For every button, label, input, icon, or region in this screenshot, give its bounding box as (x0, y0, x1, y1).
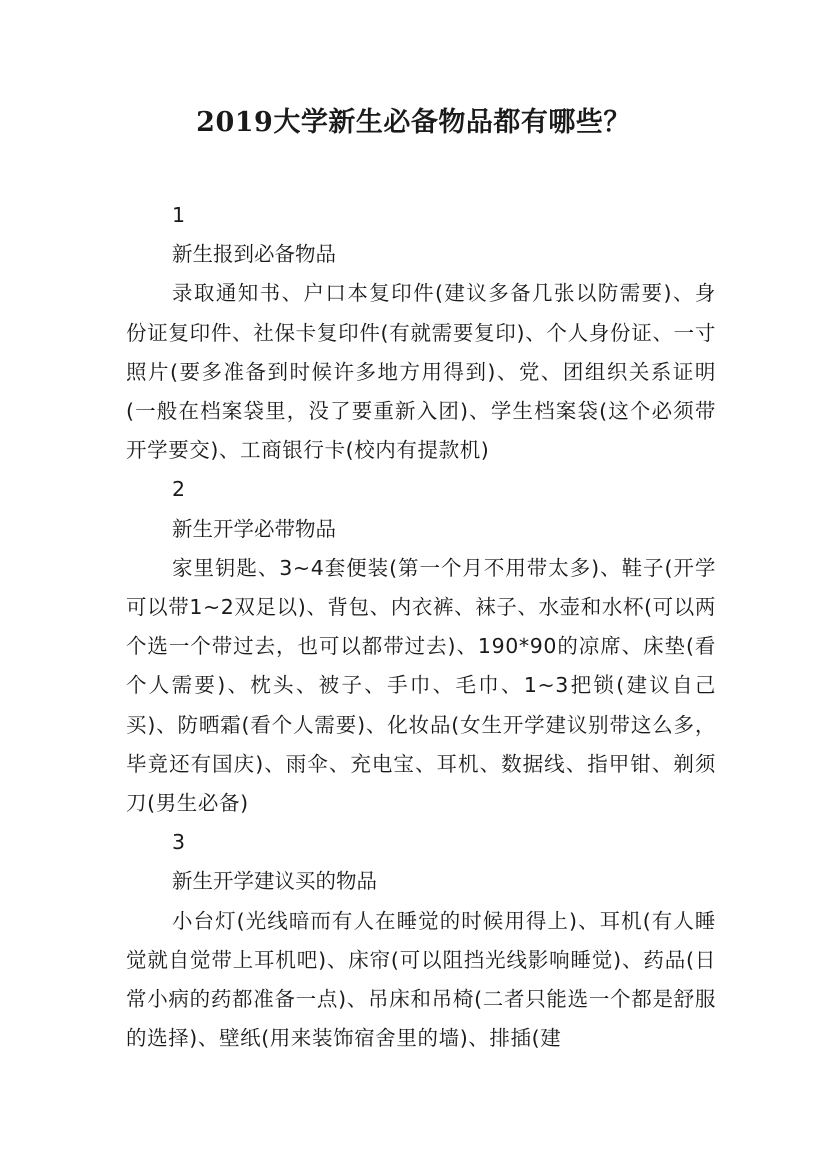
document-body (126, 196, 716, 1058)
section-heading: 新生开学建议买的物品 (172, 869, 377, 894)
section-number: 2 (172, 477, 186, 502)
section-number: 3 (172, 830, 186, 855)
section-paragraph: 家里钥匙、3~4套便装(第一个月不用带太多)、鞋子(开学可以带1~2双足以)、背包、内衣裤、袜子、水壶和水杯(可以两个选一个带过去，也可以都带过去)、190*90的凉席、床垫(看个人需要)、枕头、被子、手巾、毛巾、1~3把锁(建议自己买)、防晒霜(看个人需要)、化妆品(女生开学建议别带这么多，毕竟还有国庆)、雨伞、充电宝、耳机、数据线、指甲钳、剃须刀(男生必备) (126, 555, 716, 816)
section-paragraph: 录取通知书、户口本复印件(建议多备几张以防需要)、身份证复印件、社保卡复印件(有就需要复印)、个人身份证、一寸照片(要多准备到时候许多地方用得到)、党、团组织关系证明(一般在档案袋里，没了要重新入团)、学生档案袋(这个必须带开学要交)、工商银行卡(校内有提款机) (126, 281, 716, 463)
section-paragraph: 小台灯(光线暗而有人在睡觉的时候用得上)、耳机(有人睡觉就自觉带上耳机吧)、床帘(可以阻挡光线影响睡觉)、药品(日常小病的药都准备一点)、吊床和吊椅(二者只能选一个都是舒服的选择)、壁纸(用来装饰宿舍里的墙)、排插(建 (126, 908, 716, 1051)
section-number: 1 (172, 203, 186, 227)
section-heading: 新生报到必备物品 (172, 242, 336, 267)
page-title: 2019大学新生必备物品都有哪些？ (196, 107, 631, 138)
section-heading: 新生开学必带物品 (172, 516, 336, 541)
